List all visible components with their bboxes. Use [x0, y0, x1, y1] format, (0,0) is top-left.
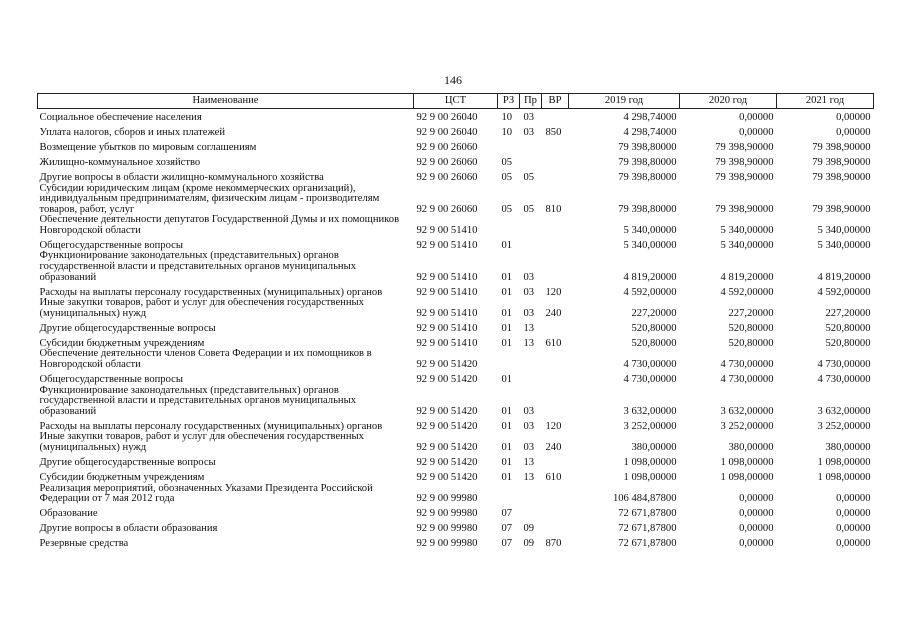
row-pr-cell: 03: [523, 126, 535, 138]
row-2021-cell: 5 340,00000: [817, 239, 871, 251]
row-2021-cell: 4 730,00000: [817, 359, 871, 371]
row-2019-cell: 520,80000: [631, 322, 677, 334]
budget-table: [37, 93, 874, 550]
row-vr-cell: [542, 520, 569, 535]
row-2021-cell: 380,00000: [825, 442, 871, 453]
row-pr-cell: 03: [523, 420, 535, 432]
row-vr-cell: 120: [545, 286, 562, 298]
row-2020-cell: 5 340,00000: [720, 224, 774, 236]
table-row: [38, 432, 874, 453]
row-2019-cell: 79 398,80000: [618, 203, 677, 215]
row-rz-cell: 05: [501, 203, 513, 215]
row-2019-cell: 5 340,00000: [623, 224, 677, 236]
row-vr-cell: [542, 505, 569, 520]
row-2020-cell: 520,80000: [728, 322, 774, 334]
row-2021-cell: 0,00000: [836, 493, 871, 505]
row-2021-cell: 4 819,20000: [817, 271, 871, 283]
table-row: [38, 184, 874, 216]
row-name-cell: Обеспечение деятельности депутатов Государственной Думы и их помощников Новгородской области: [39, 215, 400, 236]
table-row: [38, 169, 874, 184]
row-2021-cell: 4 730,00000: [817, 374, 871, 386]
table-body: [38, 109, 874, 550]
row-rz-cell: [498, 139, 520, 154]
row-rz-cell: 01: [501, 457, 513, 468]
row-2019-cell: 72 671,87800: [618, 508, 677, 520]
table-row: [38, 484, 874, 505]
row-cst-cell: 92 9 00 26060: [416, 171, 478, 183]
row-2019-cell: 72 671,87800: [618, 538, 677, 550]
row-vr-cell: [542, 349, 569, 370]
table-row: [38, 505, 874, 520]
row-2019-cell: 1 098,00000: [623, 457, 677, 468]
row-2020-cell: 0,00000: [739, 523, 774, 535]
table-row: [38, 469, 874, 484]
row-2020-cell: 79 398,90000: [715, 141, 774, 153]
row-name-cell: Общегосударственные вопросы: [39, 239, 183, 251]
table-row: [38, 109, 874, 124]
row-2020-cell: 4 730,00000: [720, 374, 774, 386]
row-cst-cell: 92 9 00 51420: [416, 420, 478, 432]
row-2019-cell: 3 632,00000: [623, 405, 677, 417]
row-cst-cell: 92 9 00 26040: [416, 126, 478, 138]
row-name-cell: Уплата налогов, сборов и иных платежей: [39, 126, 226, 138]
row-name-cell: Жилищно-коммунальное хозяйство: [39, 156, 201, 168]
row-pr-cell: 09: [523, 523, 535, 535]
row-cst-cell: 92 9 00 51410: [416, 271, 478, 283]
row-2020-cell: 5 340,00000: [720, 239, 774, 251]
row-rz-cell: 01: [501, 472, 513, 483]
row-vr-cell: 240: [545, 442, 562, 453]
row-vr-cell: 810: [545, 203, 562, 215]
row-2020-cell: 4 592,00000: [720, 286, 774, 298]
row-name-cell: Общегосударственные вопросы: [39, 374, 183, 386]
table-row: [38, 520, 874, 535]
row-cst-cell: 92 9 00 51420: [416, 359, 478, 371]
row-cst-cell: 92 9 00 99980: [416, 493, 478, 505]
row-2021-cell: 4 592,00000: [817, 286, 871, 298]
row-cst-cell: 92 9 00 51410: [416, 239, 478, 251]
row-rz-cell: 01: [501, 286, 513, 298]
column-header-vr: ВР: [542, 94, 569, 109]
column-header-name: Наименование: [38, 94, 414, 109]
row-2019-cell: 79 398,80000: [618, 141, 677, 153]
row-pr-cell: [520, 154, 542, 169]
row-2021-cell: 0,00000: [836, 111, 871, 123]
row-cst-cell: 92 9 00 51410: [416, 224, 478, 236]
table-row: [38, 298, 874, 319]
row-cst-cell: 92 9 00 99980: [416, 508, 478, 520]
row-rz-cell: [498, 349, 520, 370]
row-2019-cell: 5 340,00000: [623, 239, 677, 251]
row-pr-cell: 13: [523, 337, 535, 349]
row-cst-cell: 92 9 00 51420: [416, 472, 478, 483]
row-2021-cell: 0,00000: [836, 538, 871, 550]
row-vr-cell: [542, 454, 569, 469]
row-2019-cell: 380,00000: [631, 442, 677, 453]
row-pr-cell: 09: [523, 538, 535, 550]
row-2020-cell: 79 398,90000: [715, 156, 774, 168]
row-cst-cell: 92 9 00 51410: [416, 337, 478, 349]
column-header-pr: Пр: [520, 94, 542, 109]
row-rz-cell: 01: [501, 374, 513, 386]
row-cst-cell: 92 9 00 26060: [416, 203, 478, 215]
row-2019-cell: 4 819,20000: [623, 271, 677, 283]
row-2021-cell: 79 398,90000: [812, 156, 871, 168]
row-name-cell: Расходы на выплаты персоналу государственных (муниципальных) органов: [39, 286, 383, 298]
row-cst-cell: 92 9 00 51420: [416, 405, 478, 417]
row-2021-cell: 0,00000: [836, 126, 871, 138]
row-pr-cell: 05: [523, 203, 535, 215]
row-pr-cell: [520, 484, 542, 505]
row-rz-cell: [498, 484, 520, 505]
row-rz-cell: 01: [501, 271, 513, 283]
row-vr-cell: [542, 386, 569, 418]
row-2020-cell: 79 398,90000: [715, 203, 774, 215]
table-row: [38, 124, 874, 139]
row-name-cell: Иные закупки товаров, работ и услуг для обеспечения государственных (муниципальных) нужд: [39, 298, 364, 319]
row-vr-cell: 850: [545, 126, 562, 138]
row-2020-cell: 79 398,90000: [715, 171, 774, 183]
row-2021-cell: 520,80000: [825, 322, 871, 334]
row-name-cell: Обеспечение деятельности членов Совета Федерации и их помощников в Новгородской области: [39, 349, 372, 371]
row-rz-cell: 01: [501, 322, 513, 334]
row-pr-cell: 03: [523, 307, 535, 319]
row-rz-cell: 07: [501, 538, 513, 550]
table-row: [38, 154, 874, 169]
row-2019-cell: 1 098,00000: [623, 472, 677, 483]
row-rz-cell: 01: [501, 442, 513, 453]
row-vr-cell: [542, 319, 569, 334]
column-header-2020: 2020 год: [680, 94, 777, 109]
row-cst-cell: 92 9 00 26040: [416, 111, 478, 123]
page-number: 146: [444, 73, 462, 87]
row-rz-cell: 10: [501, 111, 513, 123]
row-2020-cell: 0,00000: [739, 493, 774, 505]
table-row: [38, 386, 874, 418]
row-rz-cell: 07: [501, 508, 513, 520]
row-2021-cell: 79 398,90000: [812, 141, 871, 153]
table-row: [38, 535, 874, 550]
table-row: [38, 334, 874, 349]
row-2021-cell: 3 632,00000: [817, 405, 871, 417]
row-pr-cell: 03: [523, 405, 535, 417]
row-rz-cell: 07: [501, 523, 513, 535]
row-2021-cell: 79 398,90000: [812, 203, 871, 215]
row-2019-cell: 79 398,80000: [618, 171, 677, 183]
row-name-cell: Субсидии бюджетным учреждениям: [39, 472, 205, 483]
row-2019-cell: 79 398,80000: [618, 156, 677, 168]
table-row: [38, 454, 874, 469]
row-name-cell: Субсидии бюджетным учреждениям: [39, 337, 205, 349]
row-2020-cell: 227,20000: [728, 307, 774, 319]
row-2021-cell: 227,20000: [825, 307, 871, 319]
row-pr-cell: 03: [523, 286, 535, 298]
row-cst-cell: 92 9 00 51410: [416, 307, 478, 319]
row-2020-cell: 4 819,20000: [720, 271, 774, 283]
row-cst-cell: 92 9 00 99980: [416, 538, 478, 550]
row-2019-cell: 72 671,87800: [618, 523, 677, 535]
row-vr-cell: [542, 236, 569, 251]
table-row: [38, 283, 874, 298]
row-rz-cell: 05: [501, 156, 513, 168]
row-cst-cell: 92 9 00 99980: [416, 523, 478, 535]
row-2021-cell: 3 252,00000: [817, 420, 871, 432]
row-2021-cell: 520,80000: [825, 337, 871, 349]
row-rz-cell: 01: [501, 420, 513, 432]
row-name-cell: Расходы на выплаты персоналу государственных (муниципальных) органов: [39, 420, 383, 432]
row-pr-cell: [520, 371, 542, 386]
row-name-cell: Другие общегосударственные вопросы: [39, 322, 216, 334]
row-pr-cell: [520, 139, 542, 154]
row-vr-cell: 870: [545, 538, 562, 550]
row-2019-cell: 520,80000: [631, 337, 677, 349]
row-2020-cell: 0,00000: [739, 538, 774, 550]
row-name-cell: Функционирование законодательных (представительных) органов государственной власти и представительных органов муниципальных образований: [39, 251, 357, 283]
row-rz-cell: 01: [501, 405, 513, 417]
row-cst-cell: 92 9 00 51420: [416, 457, 478, 468]
row-vr-cell: [542, 371, 569, 386]
row-pr-cell: 13: [523, 322, 535, 334]
row-name-cell: Образование: [39, 508, 98, 520]
column-header-2019: 2019 год: [569, 94, 680, 109]
row-2020-cell: 1 098,00000: [720, 457, 774, 468]
row-2020-cell: 380,00000: [728, 442, 774, 453]
row-2021-cell: 5 340,00000: [817, 224, 871, 236]
row-pr-cell: [520, 505, 542, 520]
table-row: [38, 215, 874, 236]
row-vr-cell: 240: [545, 307, 562, 319]
row-2021-cell: 0,00000: [836, 523, 871, 535]
row-pr-cell: 05: [523, 171, 535, 183]
row-2019-cell: 4 298,74000: [623, 126, 677, 138]
row-vr-cell: 120: [545, 420, 562, 432]
row-name-cell: Функционирование законодательных (представительных) органов государственной власти и представительных органов муниципальных образований: [39, 385, 357, 417]
row-2020-cell: 1 098,00000: [720, 472, 774, 483]
header-row: [38, 94, 874, 109]
table-row: [38, 417, 874, 432]
row-2021-cell: 1 098,00000: [817, 457, 871, 468]
row-cst-cell: 92 9 00 51410: [416, 322, 478, 334]
row-rz-cell: [498, 215, 520, 236]
row-pr-cell: [520, 215, 542, 236]
row-vr-cell: [542, 169, 569, 184]
row-2020-cell: 3 632,00000: [720, 405, 774, 417]
row-2019-cell: 4 730,00000: [623, 359, 677, 371]
row-cst-cell: 92 9 00 26060: [416, 156, 478, 168]
row-name-cell: Другие общегосударственные вопросы: [39, 457, 216, 468]
row-rz-cell: 01: [501, 307, 513, 319]
row-rz-cell: 01: [501, 239, 513, 251]
row-vr-cell: [542, 109, 569, 124]
row-pr-cell: [520, 236, 542, 251]
row-pr-cell: 13: [523, 472, 535, 483]
row-2021-cell: 0,00000: [836, 508, 871, 520]
row-name-cell: Социальное обеспечение населения: [39, 111, 202, 123]
table-row: [38, 371, 874, 386]
row-2019-cell: 4 730,00000: [623, 374, 677, 386]
row-rz-cell: 01: [501, 337, 513, 349]
table-row: [38, 251, 874, 283]
row-pr-cell: [520, 349, 542, 370]
row-2020-cell: 520,80000: [728, 337, 774, 349]
row-2021-cell: 79 398,90000: [812, 171, 871, 183]
row-2019-cell: 227,20000: [631, 307, 677, 319]
row-pr-cell: 03: [523, 442, 535, 453]
table-row: [38, 236, 874, 251]
row-cst-cell: 92 9 00 26060: [416, 141, 478, 153]
row-rz-cell: 10: [501, 126, 513, 138]
row-name-cell: Реализация мероприятий, обозначенных Указами Президента Российской Федерации от 7 мая 2012 года: [39, 483, 373, 505]
row-cst-cell: 92 9 00 51420: [416, 374, 478, 386]
row-2019-cell: 3 252,00000: [623, 420, 677, 432]
row-2019-cell: 106 484,87800: [612, 493, 677, 505]
column-header-2021: 2021 год: [777, 94, 874, 109]
row-rz-cell: 05: [501, 171, 513, 183]
row-2020-cell: 0,00000: [739, 508, 774, 520]
row-cst-cell: 92 9 00 51420: [416, 442, 478, 453]
row-vr-cell: [542, 251, 569, 283]
row-pr-cell: 03: [523, 111, 535, 123]
row-vr-cell: 610: [545, 337, 562, 349]
row-vr-cell: [542, 484, 569, 505]
row-name-cell: Субсидии юридическим лицам (кроме некоммерческих организаций), индивидуальным предпринимателям, физическим лицам - производителям товаров, работ, услуг: [39, 183, 380, 215]
row-vr-cell: [542, 215, 569, 236]
row-2019-cell: 4 298,74000: [623, 111, 677, 123]
column-header-cst: ЦСТ: [414, 94, 498, 109]
table-row: [38, 349, 874, 370]
row-2020-cell: 4 730,00000: [720, 359, 774, 371]
row-2019-cell: 4 592,00000: [623, 286, 677, 298]
row-vr-cell: [542, 139, 569, 154]
row-name-cell: Резервные средства: [39, 538, 129, 550]
row-name-cell: Другие вопросы в области образования: [39, 523, 218, 535]
row-vr-cell: 610: [545, 472, 562, 483]
row-name-cell: Иные закупки товаров, работ и услуг для обеспечения государственных (муниципальных) нужд: [39, 432, 364, 453]
table-row: [38, 319, 874, 334]
column-header-rz: РЗ: [498, 94, 520, 109]
row-pr-cell: 13: [523, 457, 535, 468]
row-vr-cell: [542, 154, 569, 169]
row-cst-cell: 92 9 00 51410: [416, 286, 478, 298]
row-name-cell: Другие вопросы в области жилищно-коммунального хозяйства: [39, 171, 324, 183]
row-2020-cell: 0,00000: [739, 111, 774, 123]
row-name-cell: Возмещение убытков по мировым соглашениям: [39, 141, 257, 153]
table-row: [38, 139, 874, 154]
row-2020-cell: 3 252,00000: [720, 420, 774, 432]
row-2021-cell: 1 098,00000: [817, 472, 871, 483]
row-2020-cell: 0,00000: [739, 126, 774, 138]
row-pr-cell: 03: [523, 271, 535, 283]
